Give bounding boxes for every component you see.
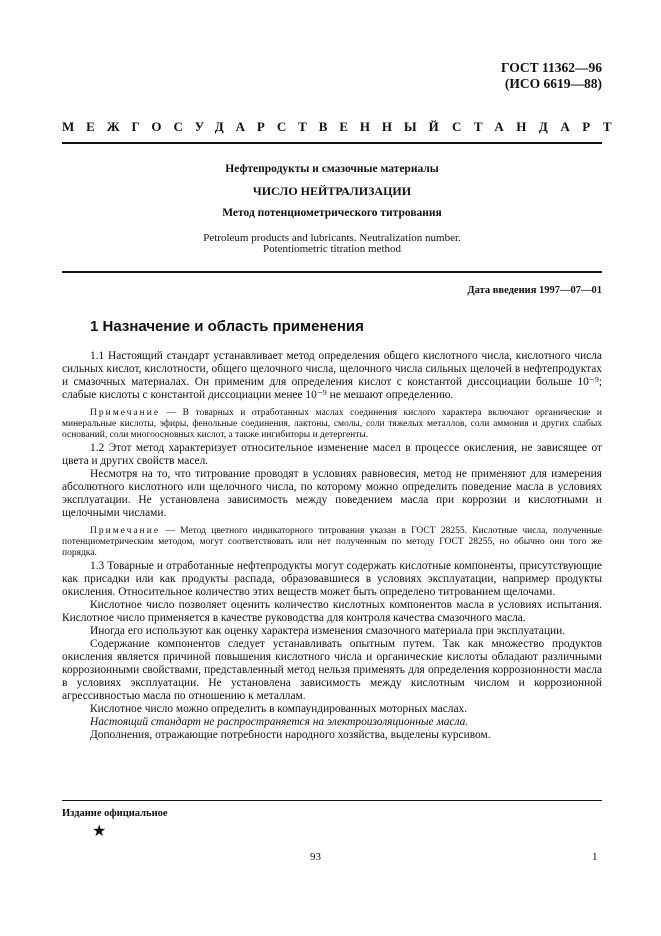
section-heading: 1 Назначение и область применения (90, 318, 364, 335)
document-subject: Нефтепродукты и смазочные материалы (225, 163, 439, 175)
paragraph-scope-exclusion: Настоящий стандарт не распространяется на электроизоляционные масла. (90, 716, 469, 728)
paragraph-1-1: 1.1 Настоящий стандарт устанавливает метод определения общего кислотного числа, кислотного числа сильных кислот, кислотности, общего щелочного числа, щелочного числа сильных щелочей в нефтепродуктах и смазочных материалах. Он применим для определения кислот с константой диссоциации больше 10⁻⁹; слабые кислоты с константой диссоциации менее 10⁻⁹ не мешают определению. (62, 350, 602, 401)
paragraph-1-2: 1.2 Этот метод характеризует относительное изменение масел в процессе окисления, не зависящее от цвета и других свойств масел. (62, 442, 602, 467)
document-title: ЧИСЛО НЕЙТРАЛИЗАЦИИ (252, 184, 412, 198)
english-title (62, 233, 602, 255)
note-label: Примечание (90, 526, 161, 536)
title-divider (62, 271, 602, 273)
paragraph-usage: Иногда его используют как оценку характера изменения смазочного материала при эксплуатации. (90, 625, 566, 637)
paragraph-components: Содержание компонентов следует устанавливать опытным путем. Так как множество продуктов окисления является причиной повышения кислотного числа и органические кислоты обладают различными коррозионными свойствами, представленный метод нельзя применять для определения коррозионности масла в условиях эксплуатации. Не установлена зависимость между кислотным числом и коррозионной агрессивностью масла по отношению к металлам. (62, 638, 602, 702)
introduction-date: Дата введения 1997—07—01 (467, 285, 602, 296)
standard-type-banner (62, 119, 625, 135)
english-title-line2: Potentiometric titration method (262, 243, 402, 255)
note-2 (62, 526, 602, 559)
top-divider (62, 142, 602, 144)
page-number: 93 (310, 851, 321, 863)
footer-divider (62, 800, 602, 801)
english-title-line1: Petroleum products and lubricants. Neutralization number. (203, 232, 461, 244)
gost-designation (470, 60, 602, 92)
sheet-number: 1 (592, 851, 598, 863)
paragraph-additions: Дополнения, отражающие потребности народного хозяйства, выделены курсивом. (90, 729, 491, 741)
gost-code: ГОСТ 11362—96 (500, 60, 602, 75)
paragraph-compounded: Кислотное число можно определить в компаундированных моторных маслах. (90, 703, 468, 715)
note-label: Примечание (90, 408, 161, 418)
iso-code: (ИСО 6619—88) (504, 76, 602, 91)
standard-label: СТАНДАРТ (452, 119, 625, 134)
paragraph-1-2-cont: Несмотря на то, что титрование проводят в условиях равновесия, метод не применяют для измерения абсолютного кислотного или щелочного числа, по которому можно определить поведение масла в условиях эксплуатации. Не установлена зависимость между поведением масла при коррозии и кислотными и щелочными числами. (62, 468, 602, 519)
paragraph-1-3: 1.3 Товарные и отработанные нефтепродукты могут содержать кислотные компоненты, присутствующие как присадки или как продукты распада, образовавшиеся в условиях эксплуатации, например продукты окисления. Относительное количество этих веществ может быть определено титрованием щелочами. (62, 560, 602, 598)
paragraph-acid-number: Кислотное число позволяет оценить количество кислотных компонентов масла в условиях испытания. Кислотное число применяется в качестве руководства для контроля качества смазочного масла. (62, 599, 602, 624)
star-icon: ★ (92, 823, 107, 840)
note-1 (62, 408, 602, 441)
interstate-label: МЕЖГОСУДАРСТВЕННЫЙ (62, 119, 451, 134)
note-text: — В товарных и отработанных маслах соединения кислого характера включают органические и минеральные кислоты, эфиры, фенольные соединения, лактоны, смолы, соли тяжелых металлов, соли аммония и других слабых оснований, соли многоосновных кислот, а также ингибиторы и детергенты. (62, 408, 602, 440)
official-edition-label: Издание официальное (62, 808, 168, 819)
note-text: — Метод цветного индикаторного титрования указан в ГОСТ 28255. Кислотные числа, полученные потенциометрическим методом, могут соответствовать или нет полученным по методу ГОСТ 28255, но обычно они того же порядка. (62, 526, 602, 558)
section-body (62, 350, 602, 742)
document-method: Метод потенциометрического титрования (222, 207, 442, 219)
